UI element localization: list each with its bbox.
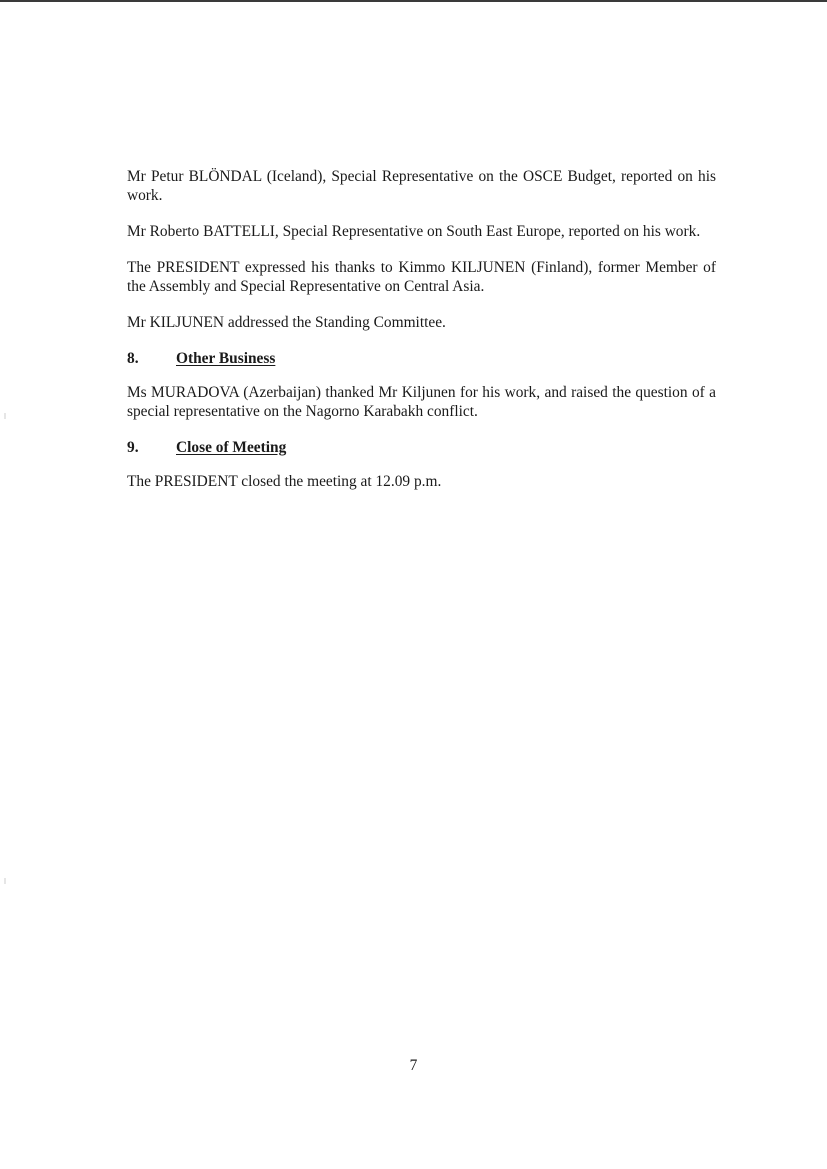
- scan-edge-mark: [4, 413, 6, 419]
- scan-edge-mark: [4, 878, 6, 884]
- paragraph-battelli: Mr Roberto BATTELLI, Special Representative on South East Europe, reported on his work.: [127, 223, 701, 240]
- section-number: 9.: [127, 439, 139, 456]
- paragraph-closing: The PRESIDENT closed the meeting at 12.09 p.m.: [127, 473, 442, 490]
- top-border-line: [0, 0, 827, 2]
- section-title: Other Business: [176, 350, 276, 367]
- paragraph-president-thanks: The PRESIDENT expressed his thanks to Kimmo KILJUNEN (Finland), former Member of the Assembly and Special Representative on Central Asia.: [127, 259, 716, 295]
- paragraph-kiljunen: Mr KILJUNEN addressed the Standing Committee.: [127, 314, 446, 331]
- paragraph-blondal: Mr Petur BLÖNDAL (Iceland), Special Representative on the OSCE Budget, reported on his work.: [127, 168, 716, 204]
- section-heading-close-of-meeting: [127, 438, 716, 457]
- section-number: 8.: [127, 350, 139, 367]
- section-heading-other-business: [127, 349, 716, 368]
- section-title: Close of Meeting: [176, 439, 287, 456]
- page-number: 7: [409, 1057, 418, 1074]
- document-body: [127, 167, 716, 508]
- paragraph-muradova: Ms MURADOVA (Azerbaijan) thanked Mr Kiljunen for his work, and raised the question of a special representative on the Nagorno Karabakh conflict.: [127, 384, 716, 420]
